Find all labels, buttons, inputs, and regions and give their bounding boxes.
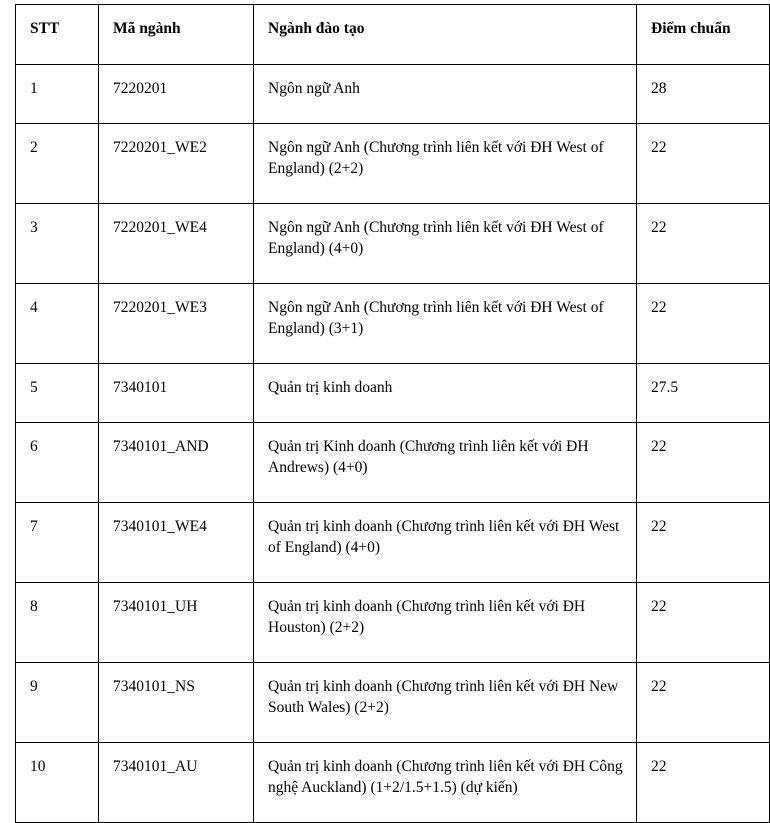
table-row bbox=[16, 124, 770, 204]
table-header-row bbox=[16, 5, 770, 65]
table-row bbox=[16, 663, 770, 743]
cell-stt: 5 bbox=[16, 364, 99, 423]
cell-stt: 8 bbox=[16, 583, 99, 663]
cell-name: Quản trị kinh doanh (Chương trình liên kết với ĐH Houston) (2+2) bbox=[254, 583, 637, 663]
cell-score: 28 bbox=[637, 65, 770, 124]
cell-name: Quản trị Kinh doanh (Chương trình liên kết với ĐH Andrews) (4+0) bbox=[254, 423, 637, 503]
cell-stt: 2 bbox=[16, 124, 99, 204]
header-major-code: Mã ngành bbox=[99, 5, 254, 65]
header-score: Điểm chuẩn bbox=[637, 5, 770, 65]
cell-stt: 9 bbox=[16, 663, 99, 743]
cell-score: 22 bbox=[637, 743, 770, 823]
header-major-name: Ngành đào tạo bbox=[254, 5, 637, 65]
cell-name: Ngôn ngữ Anh (Chương trình liên kết với ĐH West of England) (2+2) bbox=[254, 124, 637, 204]
cell-name: Quản trị kinh doanh (Chương trình liên kết với ĐH West of England) (4+0) bbox=[254, 503, 637, 583]
cell-code: 7340101_NS bbox=[99, 663, 254, 743]
admission-score-table bbox=[15, 4, 770, 823]
cell-code: 7220201_WE2 bbox=[99, 124, 254, 204]
table-row bbox=[16, 583, 770, 663]
cell-name: Ngôn ngữ Anh bbox=[254, 65, 637, 124]
cell-score: 22 bbox=[637, 503, 770, 583]
table-row bbox=[16, 204, 770, 284]
cell-stt: 1 bbox=[16, 65, 99, 124]
cell-name: Quản trị kinh doanh (Chương trình liên kết với ĐH Công nghệ Auckland) (1+2/1.5+1.5) (dự kiến) bbox=[254, 743, 637, 823]
table-row bbox=[16, 743, 770, 823]
table-row bbox=[16, 503, 770, 583]
cell-code: 7220201_WE4 bbox=[99, 204, 254, 284]
cell-score: 22 bbox=[637, 423, 770, 503]
cell-stt: 3 bbox=[16, 204, 99, 284]
cell-score: 22 bbox=[637, 124, 770, 204]
cell-stt: 7 bbox=[16, 503, 99, 583]
header-stt: STT bbox=[16, 5, 99, 65]
cell-stt: 6 bbox=[16, 423, 99, 503]
cell-code: 7340101_AU bbox=[99, 743, 254, 823]
cell-code: 7340101_WE4 bbox=[99, 503, 254, 583]
cell-name: Ngôn ngữ Anh (Chương trình liên kết với ĐH West of England) (4+0) bbox=[254, 204, 637, 284]
cell-code: 7220201_WE3 bbox=[99, 284, 254, 364]
cell-score: 22 bbox=[637, 583, 770, 663]
table-row bbox=[16, 423, 770, 503]
cell-score: 27.5 bbox=[637, 364, 770, 423]
cell-code: 7220201 bbox=[99, 65, 254, 124]
cell-name: Ngôn ngữ Anh (Chương trình liên kết với ĐH West of England) (3+1) bbox=[254, 284, 637, 364]
cell-name: Quản trị kinh doanh (Chương trình liên kết với ĐH New South Wales) (2+2) bbox=[254, 663, 637, 743]
cell-code: 7340101 bbox=[99, 364, 254, 423]
table-row bbox=[16, 364, 770, 423]
cell-score: 22 bbox=[637, 204, 770, 284]
cell-score: 22 bbox=[637, 663, 770, 743]
cell-code: 7340101_AND bbox=[99, 423, 254, 503]
table-row bbox=[16, 284, 770, 364]
cell-stt: 4 bbox=[16, 284, 99, 364]
cell-name: Quản trị kinh doanh bbox=[254, 364, 637, 423]
cell-code: 7340101_UH bbox=[99, 583, 254, 663]
cell-stt: 10 bbox=[16, 743, 99, 823]
table-row bbox=[16, 65, 770, 124]
cell-score: 22 bbox=[637, 284, 770, 364]
